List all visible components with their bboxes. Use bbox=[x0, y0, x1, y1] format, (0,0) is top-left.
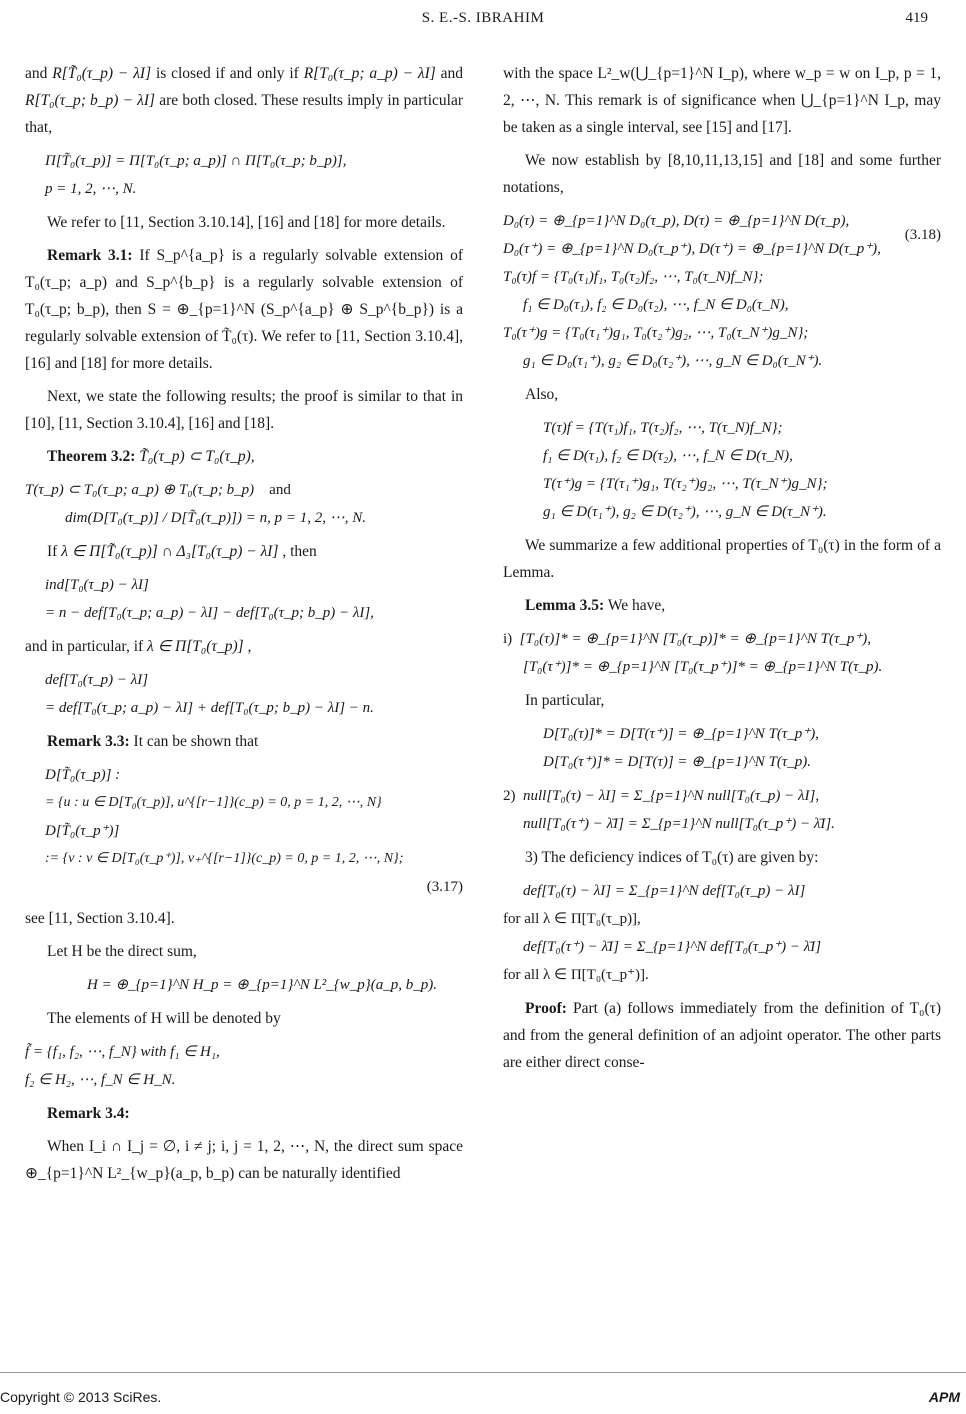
index-equation: ind[T₀(τ_p) − λI] = n − def[T₀(τ_p; a_p) − λI] − def[T₀(τ_p; b_p) − λI], bbox=[45, 577, 374, 621]
equation-pi: Π[T̃₀(τ_p)] = Π[T₀(τ_p; a_p)] ∩ Π[T₀(τ_p; b_p)], p = 1, 2, ⋯, N. bbox=[45, 153, 347, 197]
also-label: Also, bbox=[525, 386, 559, 403]
page-header bbox=[0, 10, 966, 34]
range-operator-math: R[T̃₀(τ_p) − λI] bbox=[52, 65, 152, 82]
journal-name: APM bbox=[928, 1389, 960, 1405]
left-column bbox=[25, 60, 463, 1193]
equation-number: (3.18) bbox=[904, 227, 941, 243]
equation-3-17: D[T̃₀(τ_p)] : = {u : u ∈ D[T₀(τ_p)], u^{[r−1]}(c_p) = 0, p = 1, 2, ⋯, N} D[T̃₀(τ_p⁺)] := {v : v ∈ D[T₀(τ_p⁺)], v₊^{[r−1]}(c_p) = 0, p = 1, 2, ⋯, N}; (3.17) bbox=[25, 761, 463, 899]
lemma-3-5-heading: Lemma 3.5: We have, bbox=[525, 597, 666, 614]
equation-number: (3.17) bbox=[426, 879, 463, 895]
page-footer bbox=[0, 1372, 966, 1405]
running-head-author: S. E.-S. IBRAHIM bbox=[421, 10, 545, 26]
if-statement: If λ ∈ Π[T̃₀(τ_p)] ∩ Δ₃[T₀(τ_p) − λI] , then bbox=[47, 543, 317, 560]
deficiency-equation: def[T₀(τ_p) − λI] = def[T₀(τ_p; a_p) − λI] + def[T₀(τ_p; b_p) − λI] − n. bbox=[45, 672, 374, 716]
in-particular-equations: D[T₀(τ)]* = D[T(τ⁺)] = ⊕_{p=1}^N T(τ_p⁺), D[T₀(τ⁺)]* = D[T(τ)] = ⊕_{p=1}^N T(τ_p). bbox=[543, 726, 819, 770]
paragraph: We now establish by [8,10,11,13,15] and [18] and some further notations, bbox=[503, 152, 941, 196]
closure-statement: and R[T̃₀(τ_p) − λI] is closed if and only if R[T₀(τ_p; a_p) − λI] and R[T₀(τ_p; b_p) − λI] are both closed. These results imply in particular that, bbox=[25, 65, 464, 136]
right-column bbox=[503, 60, 941, 1082]
proof: Proof: Part (a) follows immediately from the definition of T₀(τ) and from the general definition of an adjoint operator. The other parts are either direct conse- bbox=[503, 1000, 941, 1071]
remark-3-4-heading: Remark 3.4: bbox=[47, 1105, 130, 1122]
paragraph: Next, we state the following results; the proof is similar to that in [10], [11, Section 3.10.4], [16] and [18]. bbox=[25, 388, 463, 432]
paragraph: We refer to [11, Section 3.10.14], [16] and [18] for more details. bbox=[47, 214, 446, 231]
page-number: 419 bbox=[905, 10, 928, 26]
equation-3-18: D₀(τ) = ⊕_{p=1}^N D₀(τ_p), D(τ) = ⊕_{p=1}^N D(τ_p), D₀(τ⁺) = ⊕_{p=1}^N D₀(τ_p⁺), D(τ⁺) = ⊕_{p=1}^N D(τ_p⁺), (3.18) T₀(τ)f = {T₀(τ₁)f₁, T₀(τ₂)f₂, ⋯, T₀(τ_N)f_N}; f₁ ∈ D₀(τ₁), f₂ ∈ D₀(τ₂), ⋯, f_N ∈ D₀(τ_N), T₀(τ⁺)g = {T₀(τ₁⁺)g₁, T₀(τ₂⁺)g₂, ⋯, T₀(τ_N⁺)g_N}; g₁ ∈ D₀(τ₁⁺), g₂ ∈ D₀(τ₂⁺), ⋯, g_N ∈ D₀(τ_N⁺). bbox=[503, 213, 941, 369]
direct-sum-equation: H = ⊕_{p=1}^N H_p = ⊕_{p=1}^N L²_{w_p}(a_p, b_p). bbox=[87, 977, 438, 993]
elements-statement: The elements of H will be denoted by bbox=[47, 1010, 281, 1027]
let-statement: Let H be the direct sum, bbox=[47, 943, 197, 960]
in-particular: In particular, bbox=[525, 692, 605, 709]
theorem-3-2-equations: T(τ_p) ⊂ T₀(τ_p; a_p) ⊕ T₀(τ_p; b_p) and dim(D[T₀(τ_p)] / D[T̃₀(τ_p)]) = n, p = 1, 2, ⋯, N. bbox=[25, 482, 367, 526]
deficiency-heading: 3) The deficiency indices of T₀(τ) are given by: bbox=[525, 849, 819, 866]
space-statement: with the space L²_w(⋃_{p=1}^N I_p), where w_p = w on I_p, p = 1, 2, ⋯, N. This remark is of significance when ⋃_{p=1}^N I_p, may be taken as a single interval, see [15] and [17]. bbox=[503, 65, 941, 136]
also-equations: T(τ)f = {T(τ₁)f₁, T(τ₂)f₂, ⋯, T(τ_N)f_N}; f₁ ∈ D(τ₁), f₂ ∈ D(τ₂), ⋯, f_N ∈ D(τ_N), T(τ⁺)g = {T(τ₁⁺)g₁, T(τ₂⁺)g₂, ⋯, T(τ_N⁺)g_N}; g₁ ∈ D(τ₁⁺), g₂ ∈ D(τ₂⁺), ⋯, g_N ∈ D(τ_N⁺). bbox=[543, 420, 828, 520]
copyright: Copyright © 2013 SciRes. bbox=[0, 1389, 162, 1405]
see-reference: see [11, Section 3.10.4]. bbox=[25, 910, 175, 927]
lemma-part-i: i) [T₀(τ)]* = ⊕_{p=1}^N [T₀(τ_p)]* = ⊕_{p=1}^N T(τ_p⁺), [T₀(τ⁺)]* = ⊕_{p=1}^N [T₀(τ_p⁺)]* = ⊕_{p=1}^N T(τ_p). bbox=[503, 631, 883, 675]
deficiency-equations: def[T₀(τ) − λI] = Σ_{p=1}^N def[T₀(τ_p) − λI] for all λ ∈ Π[T₀(τ_p)], def[T₀(τ⁺) − λ̄I] = Σ_{p=1}^N def[T₀(τ_p⁺) − λ̄I] for all λ ∈ Π[T₀(τ_p⁺)]. bbox=[503, 883, 822, 983]
remark-3-3: Remark 3.3: It can be shown that bbox=[47, 733, 259, 750]
remark-3-4-text: When I_i ∩ I_j = ∅, i ≠ j; i, j = 1, 2, ⋯, N, the direct sum space ⊕_{p=1}^N L²_{w_p}(a_p, b_p) can be naturally identified bbox=[25, 1138, 463, 1182]
particular-statement: and in particular, if λ ∈ Π[T₀(τ_p)] , bbox=[25, 638, 252, 655]
lemma-part-2: 2) null[T₀(τ) − λI] = Σ_{p=1}^N null[T₀(τ_p) − λI], null[T₀(τ⁺) − λ̄I] = Σ_{p=1}^N null[T₀(τ_p⁺) − λ̄I]. bbox=[503, 788, 835, 832]
paragraph: We summarize a few additional properties of T₀(τ) in the form of a Lemma. bbox=[503, 537, 941, 581]
elements-equation: f̃ = {f₁, f₂, ⋯, f_N} with f₁ ∈ H₁, f₂ ∈ H₂, ⋯, f_N ∈ H_N. bbox=[25, 1044, 220, 1088]
theorem-3-2-heading: Theorem 3.2: T̃₀(τ_p) ⊂ T₀(τ_p), bbox=[47, 448, 255, 465]
remark-3-1: Remark 3.1: If S_p^{a_p} is a regularly solvable extension of T₀(τ_p; a_p) and S_p^{b_p} is a regularly solvable extension of T₀(τ_p; b_p), then S = ⊕_{p=1}^N (S_p^{a_p} ⊕ S_p^{b_p}) is a regularly solvable extension of T̃₀(τ). We refer to [11, Section 3.10.4], [16] and [18] for more details. bbox=[25, 247, 463, 372]
